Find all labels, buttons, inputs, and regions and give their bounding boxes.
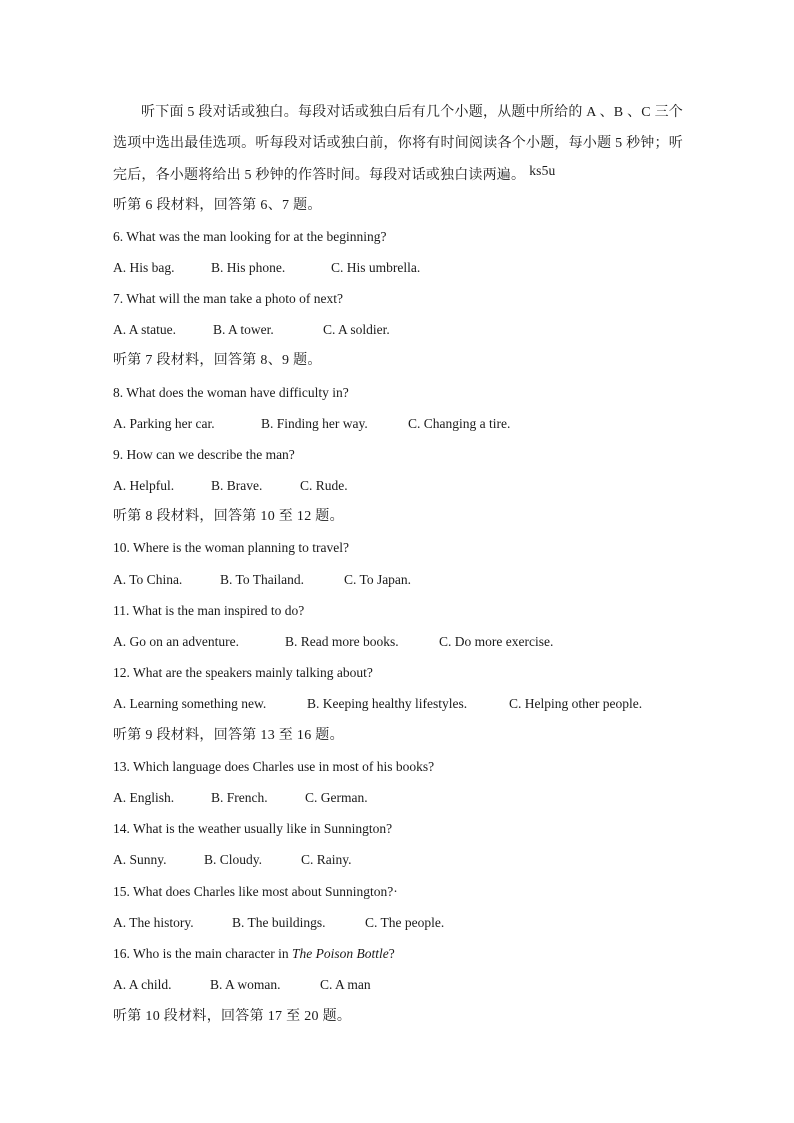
option-b: B. His phone.	[211, 260, 286, 275]
option-b: B. Read more books.	[285, 634, 399, 649]
option-b: B. A woman.	[210, 977, 281, 992]
option-c: C. A man	[320, 977, 371, 992]
option-c: C. A soldier.	[323, 322, 390, 337]
question-13: 13. Which language does Charles use in most of his books?	[113, 759, 435, 774]
options-7	[113, 321, 390, 339]
options-11	[113, 633, 553, 651]
option-c: C. Changing a tire.	[408, 416, 511, 431]
section-heading-10: 听第 10 段材料，回答第 17 至 20 题。	[113, 1009, 352, 1024]
question-6: 6. What was the man looking for at the beginning?	[113, 229, 387, 244]
section-heading-8: 听第 8 段材料，回答第 10 至 12 题。	[113, 509, 344, 524]
question-9: 9. How can we describe the man?	[113, 447, 295, 462]
question-16	[113, 945, 395, 963]
question-16-prefix: 16. Who is the main character in	[113, 946, 292, 961]
section-heading-9: 听第 9 段材料，回答第 13 至 16 题。	[113, 728, 344, 743]
option-b: B. French.	[211, 790, 268, 805]
option-a: A. Helpful.	[113, 478, 175, 493]
watermark-mark: ks5u	[529, 163, 556, 178]
options-12	[113, 695, 642, 713]
question-7: 7. What will the man take a photo of next?	[113, 291, 343, 306]
option-a: A. His bag.	[113, 260, 175, 275]
option-a: A. Go on an adventure.	[113, 634, 239, 649]
question-15: 15. What does Charles like most about Sunnington?·	[113, 884, 398, 899]
option-c: C. Do more exercise.	[439, 634, 554, 649]
question-14: 14. What is the weather usually like in Sunnington?	[113, 821, 393, 836]
section-heading-6: 听第 6 段材料，回答第 6、7 题。	[113, 198, 322, 213]
option-c: C. Rude.	[300, 478, 348, 493]
option-c: C. Helping other people.	[509, 696, 643, 711]
question-8: 8. What does the woman have difficulty in?	[113, 385, 349, 400]
option-a: A. The history.	[113, 915, 194, 930]
options-16	[113, 976, 371, 994]
question-11: 11. What is the man inspired to do?	[113, 603, 305, 618]
options-8	[113, 415, 510, 433]
option-b: B. To Thailand.	[220, 572, 305, 587]
section-heading-7: 听第 7 段材料，回答第 8、9 题。	[113, 353, 322, 368]
option-b: B. Cloudy.	[204, 852, 263, 867]
option-a: A. Parking her car.	[113, 416, 215, 431]
question-10: 10. Where is the woman planning to travel?	[113, 540, 349, 555]
option-b: B. Keeping healthy lifestyles.	[307, 696, 468, 711]
option-c: C. His umbrella.	[331, 260, 421, 275]
question-16-suffix: ?	[388, 946, 395, 961]
option-a: A. Learning something new.	[113, 696, 267, 711]
instructions-text: 听下面 5 段对话或独白。每段对话或独白后有几个小题，从题中所给的 A 、B 、C 三个选项中选出最佳选项。听每段对话或独白前，你将有时间阅读各个小题，每小题 5 秒钟；听完后，各小题将给出 5 秒钟的作答时间。每段对话或独白读两遍。	[113, 105, 683, 183]
option-a: A. A statue.	[113, 322, 176, 337]
option-c: C. German.	[305, 790, 368, 805]
option-a: A. Sunny.	[113, 852, 167, 867]
options-13	[113, 789, 368, 807]
option-a: A. To China.	[113, 572, 183, 587]
options-14	[113, 851, 352, 869]
question-12: 12. What are the speakers mainly talking about?	[113, 665, 373, 680]
option-b: B. Brave.	[211, 478, 263, 493]
options-6	[113, 259, 420, 277]
option-a: A. A child.	[113, 977, 172, 992]
options-10	[113, 571, 411, 589]
option-c: C. The people.	[365, 915, 445, 930]
option-b: B. A tower.	[213, 322, 274, 337]
options-15	[113, 914, 444, 932]
options-9	[113, 477, 348, 495]
option-b: B. The buildings.	[232, 915, 326, 930]
option-a: A. English.	[113, 790, 175, 805]
book-title: The Poison Bottle	[291, 946, 389, 961]
option-b: B. Finding her way.	[261, 416, 368, 431]
option-c: C. To Japan.	[344, 572, 412, 587]
listening-instructions	[113, 97, 683, 191]
option-c: C. Rainy.	[301, 852, 352, 867]
